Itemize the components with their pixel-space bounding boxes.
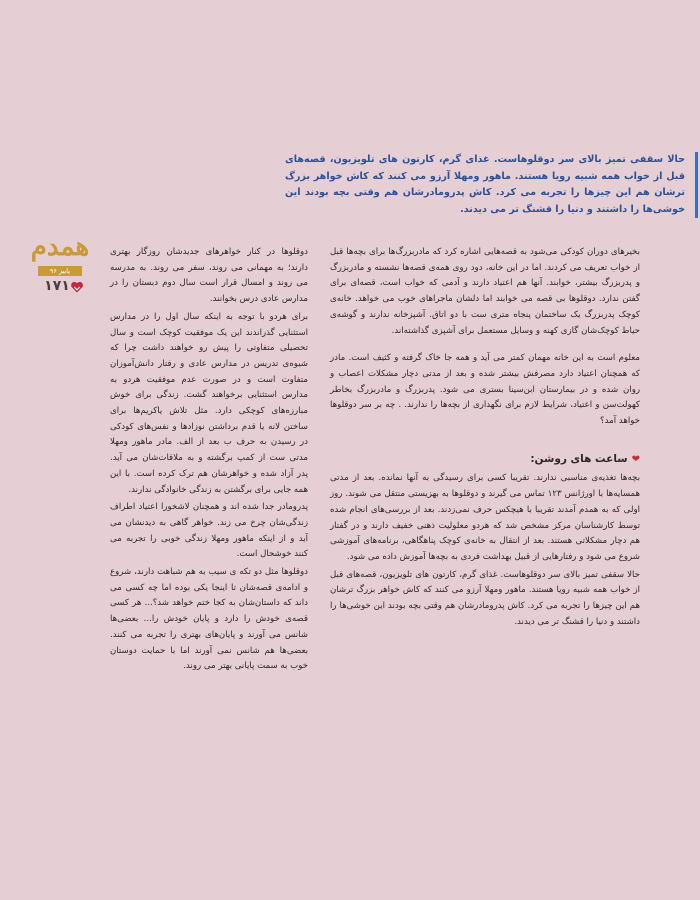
section-heading-text: ساعت های روشن: bbox=[530, 452, 628, 465]
article-column-left bbox=[110, 245, 308, 677]
article-column-right bbox=[330, 245, 640, 632]
paragraph: دوقلوها مثل دو تکه ی سیب به هم شباهت دارند، شروع و ادامه‌ی قصه‌شان تا اینجا یکی بوده اما چه کسی می داند که داستان‌شان به کجا ختم خواهد شد؟... هر کسی قصه‌ی خودش را دارد و پایان خودش را... بعضی‌ها شانس می آورند و پایان‌های بهتری را تجربه می کنند. بعضی‌ها هم شانس نمی آورند اما با حمایت دوستان خوب به سمت پایانی بهتر می روند. bbox=[110, 567, 308, 672]
paragraph: حالا سقفی تمیز بالای سر دوقلوهاست. غذای گرم، کارتون های تلویزیون، قصه‌های قبل از خواب همه شبیه رویا هستند. ماهور ومهلا آرزو می کنند که کاش خواهر بزرگ ترشان هم این چیزها را تجربه می کرد. کاش پدرومادرشان هم وقتی بچه بودند این خوشی‌ها را داشتند و دنیا را قشنگ تر می دیدند. bbox=[330, 569, 640, 627]
page-number: ۱۷۱ bbox=[44, 278, 70, 294]
paragraph: بچه‌ها تغذیه‌ی مناسبی ندارند. تقریبا کسی برای رسیدگی به آنها نمانده. بعد از مدتی همسایه‌ها با اورژانس ۱۲۳ تماس می گیرند و دوقلوها به بهزیستی منتقل می شوند. روز اولی که به همدم آمدند تقریبا با هیچکس حرف نمی‌زدند. بعد از بررسی‌های انجام شده توسط کارشناسان مرکز مشخص شد که هردو معلولیت ذهنی خفیف دارند و در گفتار هم دچار مشکلاتی هستند. بعد از انتقال به خانه‌ی کوچک پناهگاهی، برنامه‌های آموزشی شروع می شود و رفتارهایی از قبیل بهداشت فردی به بچه‌ها آموزش داده می شود. bbox=[330, 473, 641, 562]
issue-label: پاییز ۹۶ bbox=[38, 266, 82, 276]
paragraph: معلوم است به این خانه مهمان کمتر می آید و همه جا خاک گرفته و کثیف است. مادر که همچنان اعتیاد دارد مصرفش بیشتر شده و بعد از مدتی دچار مشکلات اعصاب و روان شده و در بیمارستان ابن‌سینا بستری می شود. پدربزرگ و مادربزرگ بخاطر کهولت‌سن و اعتیاد، شرایط لازم برای نگهداری از بچه‌ها را ندارند. . چه بر سر دوقلوها خواهد آمد؟ bbox=[330, 353, 640, 427]
magazine-logo bbox=[28, 232, 92, 312]
magazine-name: همدم bbox=[30, 232, 90, 262]
heart-icon bbox=[70, 280, 84, 294]
heart-bullet-icon: ❤ bbox=[631, 453, 640, 465]
section-heading bbox=[330, 452, 640, 468]
paragraph: برای هردو با توجه به اینکه سال اول را در مدارس استثنایی گذراندند این یک موفقیت کوچک است و سال تحصیلی متفاوتی را پیش رو خواهند داشت چرا که شیوه‌ی تدریس در مدارس عادی و رفتار دانش‌آموزان متفاوت است و در صورت عدم موفقیت هردو به مدارس استثنایی برخواهند گشت. زندگی برای خوش مبارزه‌های کوچکی دارد. مثل تلاش یاکریم‌ها برای ساختن لانه یا قدم برداشتن نوزادها و نفس‌های کودکی در رسیدن به حرف ب بعد از الف. مادر ماهور ومهلا مدتی ست از کمپ برگشته و به ملاقات‌شان می آید. پدر آزاد شده و خواهرشان هم ترک کرده است. با این همه جایی برای برگشتن به زندگی خانوادگی ندارند. bbox=[110, 311, 308, 495]
paragraph: دوقلوها در کنار خواهرهای جدیدشان روزگار بهتری دارند؛ به مهمانی می روند، سفر می روند. به مدرسه می روند و امسال قرار است سال دوم دبستان را در مدارس عادی درس بخوانند. bbox=[110, 247, 308, 305]
paragraph: بخیرهای دوران کودکی می‌شود به قصه‌هایی اشاره کرد که مادربزرگ‌ها برای بچه‌ها قبل از خواب تعریف می کردند. اما در این خانه، دود روی همه‌ی قصه‌ها نشسته و مادربزرگ و پدربزرگ بیشتر، خوابند. آنها هم اعتیاد دارند و آدمی که خواب است، قصه‌ای برای گفتن ندارد. دوقلوها بی قصه می خوابند اما دلشان ماجراهای خوب می خواهد. خانه‌ی کوچک پدربزرگ یک ساختمان پنجاه متری ست با دو اتاق. آشپزخانه ندارند و گوشه‌ی حیاط کوچک‌شان گازی کهنه و وسایل مستعمل برای آشپزی گذاشته‌اند. bbox=[330, 247, 640, 336]
paragraph: پدرومادر جدا شده اند و همچنان لاشخورا اعتیاد اطراف زندگی‌شان چرخ می زند. خواهر گاهی به دیدنشان می آید و از اینکه ماهور ومهلا زندگی خوبی را تجربه می کنند خوشحال است. bbox=[110, 502, 308, 560]
pull-quote: حالا سقفی تمیز بالای سر دوقلوهاست. غذای گرم، کارتون های تلویزیون، قصه‌های قبل از خواب همه شبیه رویا هستند. ماهور ومهلا آرزو می کنند که کاش خواهر بزرگ ترشان هم این چیزها را تجربه می کرد. کاش پدرومادرشان هم وقتی بچه بودند این خوشی‌ها را داشتند و دنیا را قشنگ تر می دیدند. bbox=[285, 152, 698, 218]
